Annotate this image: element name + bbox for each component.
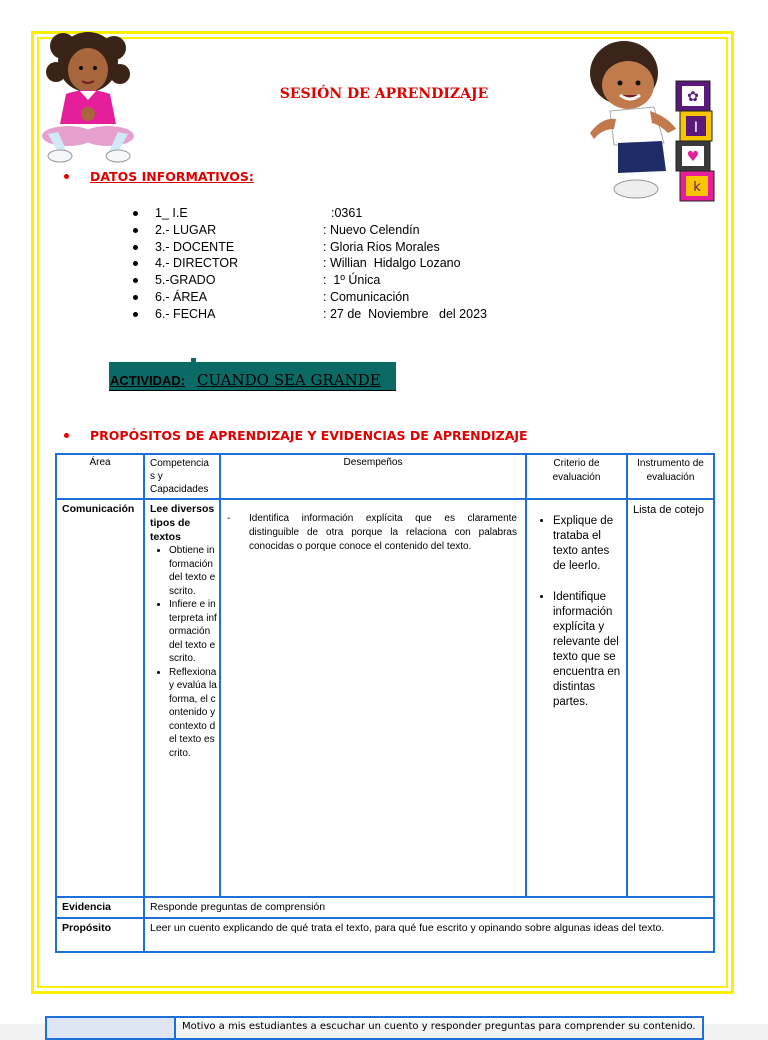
svg-text:✿: ✿ [687,89,699,105]
bullet-icon [64,433,69,438]
desempeno-text: Identifica información explícita que es claramente distinguible de otra porque la relaciona con palabras conocidas o porque conoce el contenido del texto. [249,513,517,552]
header-criterio: Criterio de evaluación [526,454,627,499]
bullet-icon [133,295,138,300]
proposito-value: Leer un cuento explicando de qué trata el texto, para qué fue escrito y opinando sobre algunas ideas del texto. [144,918,714,952]
actividad-label: ACTIVIDAD: [110,373,186,388]
table-header-row [56,454,714,499]
info-value: : 27 de Noviembre del 2023 [323,306,487,321]
info-label: 1_ I.E [155,206,188,220]
bullet-icon [64,174,69,179]
area-cell: Comunicación [56,499,144,897]
propositos-table [55,453,715,953]
evidencia-label: Evidencia [56,897,144,918]
header-instrumento: Instrumento de evaluación [627,454,714,499]
criterio-cell [526,499,627,897]
desempenos-cell [220,499,526,897]
competencia-cell [144,499,220,897]
boy-with-letter-blocks-illustration [584,33,719,205]
header-competencia: Competencia s y Capacidades [144,454,220,499]
bullet-icon [133,211,138,216]
next-page-shaded-cell [47,1018,176,1038]
table-row [56,499,714,897]
info-label: 2.- LUGAR [155,222,217,237]
criterios-list [527,514,622,710]
list-item: • Explique de trataba el texto antes de leerlo. [553,514,622,574]
competencia-title: Lee diversos tipos de textos [150,503,215,543]
info-value: : Gloria Rios Morales [323,239,440,254]
actividad-value: CUANDO SEA GRANDE [197,371,381,389]
bullet-icon [133,245,138,250]
next-page-text: Motivo a mis estudiantes a escuchar un cuento y responder preguntas para comprender su contenido. [182,1021,696,1032]
info-label: 3.- DOCENTE [155,239,235,254]
evidencia-row [56,897,714,918]
svg-text:k: k [693,180,701,195]
page-title: SESIÓN DE APRENDIZAJE [279,86,489,102]
info-value: : Comunicación [323,289,410,304]
info-label: 5.-GRADO [155,273,216,288]
bullet-icon [133,228,138,233]
capacidades-list [150,544,217,760]
svg-text:♥: ♥ [686,149,700,165]
instrumento-cell: Lista de cotejo [627,499,714,897]
propositos-heading-text: PROPÓSITOS DE APRENDIZAJE Y EVIDENCIAS DE APRENDIZAJE [90,428,528,443]
propositos-heading [64,428,528,443]
info-value: : Nuevo Celendín [323,222,420,237]
info-value: : Willian Hidalgo Lozano [323,256,461,271]
info-value: : 1º Única [323,273,381,288]
info-value: :0361 [331,206,363,220]
list-item: • Reflexiona y evalúa la forma, el contenido y contexto del texto escrito. [169,666,217,761]
bullet-icon [133,312,138,317]
evidencia-value: Responde preguntas de comprensión [144,897,714,918]
next-page-table-top [45,1016,704,1040]
svg-text:I: I [693,120,699,136]
list-item: • Infiere e interpreta información del texto escrito. [169,598,217,666]
text-cursor-marker [191,358,196,390]
dash-marker: - [227,513,231,524]
datos-heading-text: DATOS INFORMATIVOS: [90,169,254,184]
header-desempenos: Desempeños [220,454,526,499]
datos-informativos-heading [64,169,254,184]
proposito-label: Propósito [56,918,144,952]
proposito-row [56,918,714,952]
list-item: • Identifique información explícita y relevante del texto que se encuentra en distintas partes. [553,590,622,710]
list-item: • Obtiene información del texto escrito. [169,544,217,598]
info-label: 4.- DIRECTOR [155,256,239,271]
actividad-banner [109,362,396,391]
header-area: Área [56,454,144,499]
info-label: 6.- ÁREA [155,289,208,304]
info-label: 6.- FECHA [155,306,216,321]
